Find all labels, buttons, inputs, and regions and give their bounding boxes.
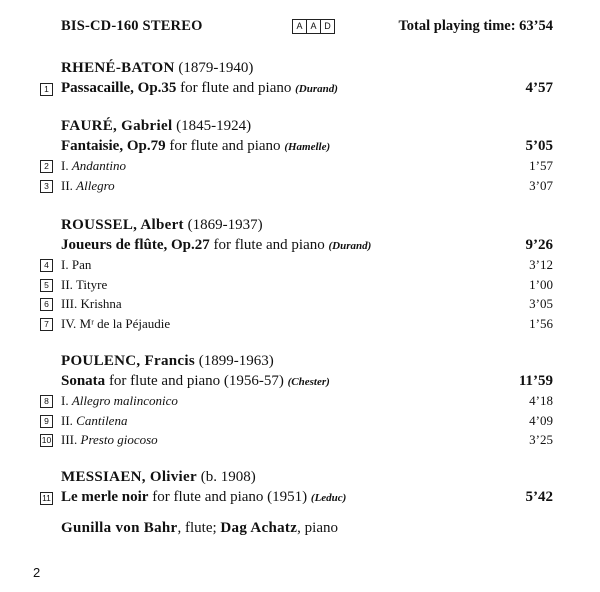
- composer-heading: [61, 469, 256, 486]
- movement-name: Mʳ de la Péjaudie: [79, 315, 171, 331]
- movement-roman: II.: [61, 177, 73, 193]
- movement-name: Allegro malinconico: [71, 393, 178, 408]
- movement-duration: 3’12: [529, 257, 553, 272]
- movement: [61, 277, 107, 293]
- aad-code: [292, 19, 334, 34]
- work-title-line: [61, 80, 338, 97]
- movement: [61, 178, 115, 194]
- track-number: 9: [40, 415, 53, 428]
- track-number: 5: [40, 279, 53, 292]
- aad-letter: A: [306, 19, 321, 34]
- composer-name: RHENÉ-BATON: [61, 60, 175, 76]
- track-number: 3: [40, 180, 53, 193]
- work-title: Joueurs de flûte, Op.27: [61, 237, 210, 253]
- aad-letter: A: [292, 19, 307, 34]
- publisher: (Chester): [287, 376, 330, 388]
- work-title: Fantaisie, Op.79: [61, 138, 166, 154]
- track-number: 7: [40, 318, 53, 331]
- work-duration: 5’42: [525, 489, 553, 505]
- movement-roman: IV.: [61, 315, 77, 331]
- movement: [61, 296, 122, 312]
- composer-dates: (1879-1940): [178, 60, 254, 76]
- catalog-number: BIS-CD-160 STEREO: [61, 18, 203, 34]
- movement-name: Pan: [71, 257, 92, 272]
- work-title-line: [61, 237, 371, 254]
- performer-2-instrument: , piano: [297, 520, 338, 536]
- movement-roman: I.: [61, 158, 69, 173]
- track-number: 10: [41, 435, 52, 445]
- total-playing-time: Total playing time: 63’54: [398, 18, 553, 34]
- movement-duration: 3’05: [529, 296, 553, 311]
- work-description: for flute and piano (1956-57): [108, 373, 284, 389]
- movement-duration: 1’56: [529, 315, 553, 331]
- work-duration: 11’59: [518, 373, 553, 389]
- publisher: (Leduc): [310, 492, 347, 504]
- movement-roman: II.: [61, 276, 73, 292]
- movement-roman: II.: [61, 412, 73, 428]
- composer-name: POULENC, Francis: [61, 353, 195, 369]
- composer-heading: [61, 118, 251, 135]
- movement-duration: 4’18: [529, 393, 553, 408]
- work-title: Le merle noir: [61, 489, 149, 505]
- composer-dates: (b. 1908): [200, 469, 256, 485]
- work-title-line: [61, 373, 330, 390]
- track-number: 2: [40, 160, 53, 173]
- movement: [61, 316, 170, 332]
- movement: [61, 413, 127, 429]
- movement: [61, 257, 91, 273]
- publisher: (Durand): [295, 83, 338, 95]
- track-number: 11: [40, 492, 53, 505]
- movement-name: Allegro: [76, 177, 115, 193]
- work-title: Passacaille, Op.35: [61, 80, 177, 96]
- movement-duration: 3’07: [529, 177, 553, 193]
- work-title-line: [61, 138, 330, 155]
- composer-heading: [61, 60, 253, 77]
- composer-name: ROUSSEL, Albert: [61, 217, 184, 233]
- track-number: 6: [40, 298, 53, 311]
- movement-duration: 4’09: [529, 412, 553, 428]
- work-description: for flute and piano: [180, 80, 292, 96]
- movement-roman: I.: [61, 393, 69, 408]
- track-number: 8: [40, 395, 53, 408]
- work-description: for flute and piano: [169, 138, 281, 154]
- publisher: (Hamelle): [284, 141, 331, 153]
- movement-duration: 1’00: [529, 276, 553, 292]
- movement-roman: I.: [61, 257, 69, 272]
- movement-name: Tityre: [75, 276, 108, 292]
- performer-1-instrument: , flute;: [177, 520, 217, 536]
- page-number: 2: [33, 565, 41, 580]
- performer-1-name: Gunilla von Bahr: [61, 520, 178, 536]
- work-title: Sonata: [61, 373, 106, 389]
- work-duration: 9’26: [525, 237, 553, 253]
- movement: [61, 158, 126, 174]
- composer-name: FAURÉ, Gabriel: [61, 118, 173, 134]
- performers: [61, 520, 338, 537]
- movement-name: Cantilena: [76, 412, 128, 428]
- performer-2-name: Dag Achatz: [220, 520, 298, 536]
- track-number: 1: [40, 83, 53, 96]
- movement-name: Krishna: [80, 296, 122, 311]
- composer-dates: (1899-1963): [198, 353, 274, 369]
- work-title-line: [61, 489, 346, 506]
- composer-dates: (1869-1937): [187, 217, 263, 233]
- composer-name: MESSIAEN, Olivier: [61, 469, 197, 485]
- movement-name: Andantino: [71, 158, 127, 173]
- movement: [61, 432, 158, 448]
- work-duration: 5’05: [525, 138, 553, 154]
- aad-letter: D: [320, 19, 335, 34]
- composer-dates: (1845-1924): [176, 118, 252, 134]
- movement: [61, 393, 178, 409]
- composer-heading: [61, 217, 263, 234]
- movement-duration: 3’25: [529, 432, 553, 447]
- movement-roman: III.: [61, 432, 78, 447]
- movement-duration: 1’57: [529, 158, 553, 173]
- movement-roman: III.: [61, 296, 78, 311]
- track-number: 4: [40, 259, 53, 272]
- composer-heading: [61, 353, 274, 370]
- publisher: (Durand): [328, 240, 372, 252]
- work-description: for flute and piano (1951): [152, 489, 308, 505]
- work-description: for flute and piano: [213, 237, 325, 253]
- work-duration: 4’57: [525, 80, 553, 96]
- movement-name: Presto giocoso: [80, 432, 158, 447]
